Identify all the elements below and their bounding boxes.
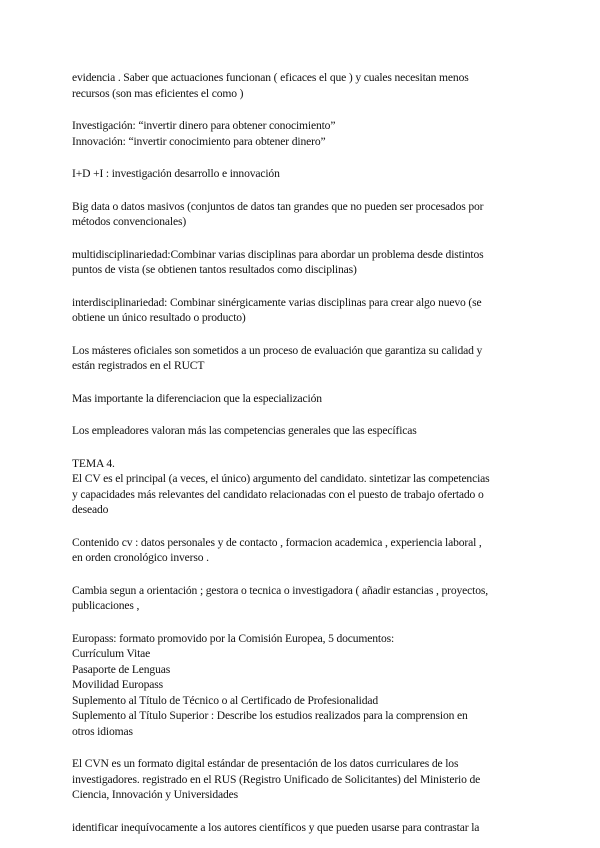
paragraph-investigacion-innovacion — [72, 118, 532, 149]
list-item: otros idiomas — [72, 724, 133, 738]
text-line: Cambia segun a orientación ; gestora o tecnica o investigadora ( añadir estancias , proyectos, — [72, 583, 489, 597]
text-line: Innovación: “invertir conocimiento para obtener dinero” — [72, 134, 326, 148]
text-line: publicaciones , — [72, 599, 140, 612]
paragraph-idi — [72, 166, 532, 182]
list-item: Pasaporte de Lenguas — [72, 662, 171, 676]
text-line: Mas importante la diferenciacion que la especialización — [72, 391, 322, 405]
list-item: Currículum Vitae — [72, 647, 151, 660]
paragraph-multidisciplinariedad — [72, 247, 532, 278]
text-line: puntos de vista (se obtienen tantos resultados como disciplinas) — [72, 263, 357, 276]
paragraph-identificar — [72, 820, 532, 836]
paragraph-orientacion — [72, 583, 532, 614]
text-line: multidisciplinariedad:Combinar varias disciplinas para abordar un problema desde distintos — [72, 247, 484, 261]
text-line: identificar inequívocamente a los autores científicos y que pueden usarse para contrastar la — [72, 820, 480, 834]
section-heading: TEMA 4. — [72, 456, 115, 470]
text-line: recursos (son mas eficientes el como ) — [72, 86, 244, 100]
paragraph-masteres — [72, 343, 532, 374]
list-item: Suplemento al Título de Técnico o al Certificado de Profesionalidad — [72, 693, 379, 707]
text-line: métodos convencionales) — [72, 215, 187, 228]
text-line: Los empleadores valoran más las competencias generales que las específicas — [72, 424, 417, 437]
text-line: Europass: formato promovido por la Comisión Europea, 5 documentos: — [72, 631, 395, 645]
paragraph-big-data — [72, 199, 532, 230]
paragraph-contenido-cv — [72, 535, 532, 566]
text-line: deseado — [72, 503, 109, 516]
text-line: Big data o datos masivos (conjuntos de datos tan grandes que no pueden ser procesados por — [72, 199, 484, 213]
paragraph-diferenciacion — [72, 391, 532, 407]
list-item: Suplemento al Título Superior : Describe los estudios realizados para la comprension en — [72, 709, 468, 722]
paragraph-tema-4 — [72, 456, 532, 518]
paragraph-europass — [72, 631, 532, 740]
paragraph-cvn — [72, 756, 532, 803]
list-item: Movilidad Europass — [72, 678, 164, 691]
text-line: en orden cronológico inverso . — [72, 551, 209, 564]
text-line: Investigación: “invertir dinero para obtener conocimiento” — [72, 119, 336, 132]
text-line: El CV es el principal (a veces, el único) argumento del candidato. sintetizar las competencias — [72, 472, 490, 485]
paragraph-evidencia — [72, 70, 532, 101]
text-line: Contenido cv : datos personales y de contacto , formacion academica , experiencia laboral , — [72, 535, 482, 549]
text-line: evidencia . Saber que actuaciones funcionan ( eficaces el que ) y cuales necesitan menos — [72, 71, 469, 84]
text-line: El CVN es un formato digital estándar de presentación de los datos curriculares de los — [72, 757, 459, 770]
text-line: I+D +I : investigación desarrollo e innovación — [72, 167, 280, 180]
paragraph-empleadores — [72, 423, 532, 439]
text-line: investigadores. registrado en el RUS (Registro Unificado de Solicitantes) del Ministerio de — [72, 772, 481, 786]
text-line: están registrados en el RUCT — [72, 359, 205, 372]
text-line: Los másteres oficiales son sometidos a un proceso de evaluación que garantiza su calidad y — [72, 343, 483, 357]
paragraph-interdisciplinariedad — [72, 295, 532, 326]
text-line: interdisciplinariedad: Combinar sinérgicamente varias disciplinas para crear algo nuevo (se — [72, 295, 482, 309]
text-line: obtiene un único resultado o producto) — [72, 311, 246, 324]
text-line: y capacidades más relevantes del candidato relacionadas con el puesto de trabajo ofertado o — [72, 487, 484, 501]
text-line: Ciencia, Innovación y Universidades — [72, 788, 239, 801]
